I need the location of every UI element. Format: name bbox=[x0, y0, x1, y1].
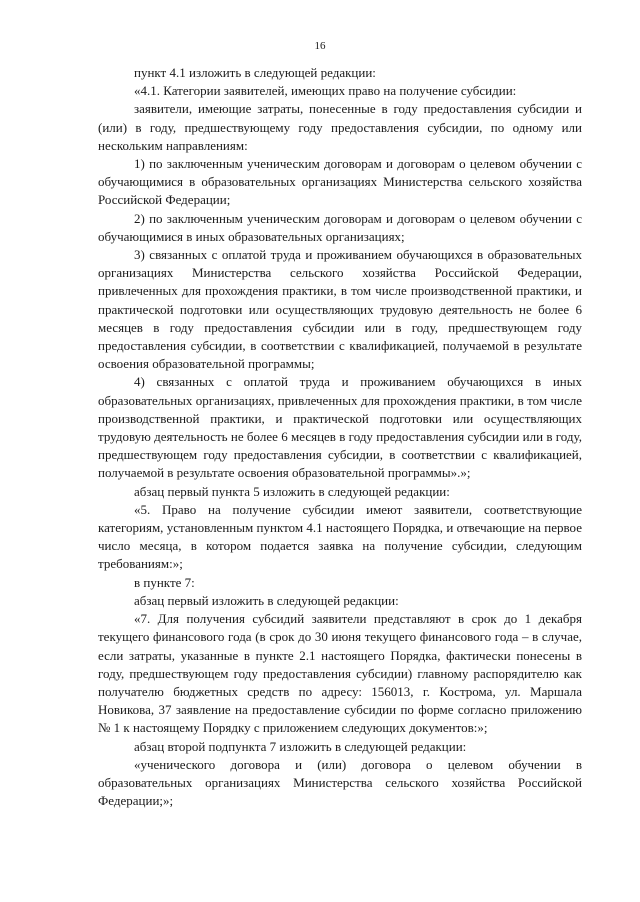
paragraph-item-4: 4) связанных с оплатой труда и проживанием обучающихся в иных образовательных организациях, привлеченных для прохождения практики, в том числе производственной практики, и практической подготовки или осуществляющих трудовую деятельность не более 6 месяцев в году предоставления субсидии или в году, предшествующем году предоставления субсидии, в соответствии с квалификацией, получаемой в результате освоения образовательной программы».»; bbox=[98, 374, 582, 481]
paragraph-7: «7. Для получения субсидий заявители представляют в срок до 1 декабря текущего финансового года (в срок до 30 июня текущего финансового года – в случае, если затраты, указанные в пункте 2.1 настоящего Порядка, фактически понесены в году, предшествующем году предоставления субсидии) главному распорядителю как получателю бюджетных средств по адресу: 156013, г. Кострома, ул. Маршала Новикова, 37 заявление на предоставление субсидии по форме согласно приложению № 1 к настоящему Порядку с приложением следующих документов:»; bbox=[98, 611, 582, 736]
page-number: 16 bbox=[314, 40, 326, 52]
paragraph-intro-7-first: абзац первый изложить в следующей редакции: bbox=[134, 592, 399, 608]
paragraph-applicants: заявители, имеющие затраты, понесенные в году предоставления субсидии и (или) в году, предшествующему году предоставления субсидии, по одному или нескольким направлениям: bbox=[98, 101, 582, 153]
paragraph-in-7: в пункте 7: bbox=[134, 574, 195, 590]
paragraph-4-1-heading: «4.1. Категории заявителей, имеющих право на получение субсидии: bbox=[134, 83, 517, 99]
paragraph-intro-5: абзац первый пункта 5 изложить в следующей редакции: bbox=[134, 483, 450, 499]
document-body bbox=[98, 64, 582, 810]
paragraph-item-1: 1) по заключенным ученическим договорам и договорам о целевом обучении с обучающимися в образовательных организациях Министерства сельского хозяйства Российской Федерации; bbox=[98, 156, 582, 208]
paragraph-intro-4-1: пункт 4.1 изложить в следующей редакции: bbox=[134, 65, 376, 80]
paragraph-5: «5. Право на получение субсидии имеют заявители, соответствующие категориям, установленным пунктом 4.1 настоящего Порядка, и отвечающие на первое число месяца, в котором подается заявка на получение субсидии, следующим требованиям:»; bbox=[98, 501, 582, 572]
paragraph-7-second: «ученического договора и (или) договора о целевом обучении в образовательных организациях Министерства сельского хозяйства Российской Федерации;»; bbox=[98, 756, 582, 809]
paragraph-item-3: 3) связанных с оплатой труда и проживанием обучающихся в образовательных организациях Министерства сельского хозяйства Российской Федерации, привлеченных для прохождения практики, в том числе производственной практики, и практической подготовки или осуществляющих трудовую деятельность не более 6 месяцев в году предоставления субсидии или в году, предшествующем году предоставления субсидии, в соответствии с квалификацией, получаемой в результате освоения образовательной программы; bbox=[98, 247, 582, 372]
paragraph-item-2: 2) по заключенным ученическим договорам и договорам о целевом обучении с обучающимися в иных образовательных организациях; bbox=[98, 210, 582, 244]
paragraph-intro-7-second: абзац второй подпункта 7 изложить в следующей редакции: bbox=[134, 738, 467, 754]
